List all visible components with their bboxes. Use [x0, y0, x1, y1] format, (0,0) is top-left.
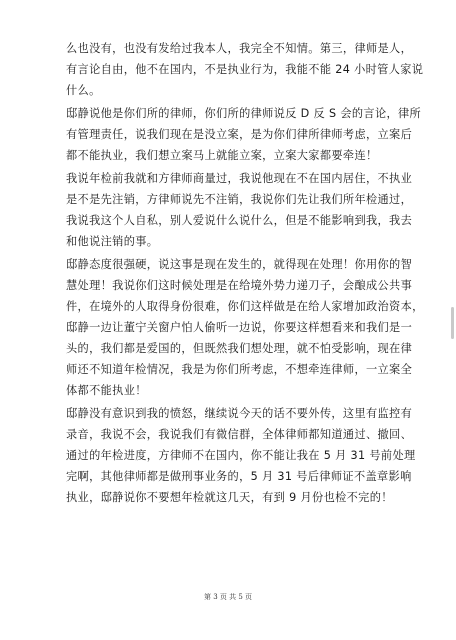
paragraph [66, 168, 413, 252]
paragraph [66, 103, 422, 166]
text-line: 完啊，其他律师都是做刑事业务的，5 月 31 号后律师证不盖章影响 [66, 470, 412, 483]
text-line: 师还不知道年检情况，我是为你们所考虑，不想牵连律师，一立案全 [66, 363, 413, 376]
vertical-scrollbar[interactable] [451, 307, 454, 339]
text-line: 有言论自由，他不在国内，不是执业行为，我能不能 24 小时管人家说 [66, 63, 424, 76]
text-line: 什么。 [66, 84, 101, 97]
page-number-footer: 第 3 页 共 5 页 [203, 593, 253, 601]
text-line: 有管理责任，说我们现在是没立案，是为你们律所律师考虑，立案后 [66, 128, 413, 141]
text-line: 和他说注销的事。 [66, 235, 159, 248]
text-line: 么也没有，也没有发给过我本人，我完全不知情。第三，律师是人， [66, 42, 413, 55]
text-line: 邸静没有意识到我的愤怒，继续说今天的话不要外传，这里有监控有 [66, 407, 413, 420]
text-line: 件，在境外的人取得身份很难，你们这样做是在给人家增加政治资本， [66, 300, 424, 313]
text-line: 我说年检前我就和方律师商量过，我说他现在不在国内居住，不执业 [66, 172, 413, 185]
paragraph [66, 254, 424, 401]
text-line: 通过的年检进度，方律师不在国内，你不能让我在 5 月 31 号前处理 [66, 449, 416, 462]
text-line: 录音，我说不会，我说我们有微信群，全体律师都知道通过、撤回、 [66, 428, 413, 441]
text-line: 慧处理！我说你们这时候处理是在给境外势力递刀子，会酿成公共事 [66, 279, 413, 292]
paragraph [66, 38, 424, 101]
text-line: 执业，邸静说你不要想年检就这几天，有到 9 月份也检不完的！ [66, 491, 393, 504]
text-line: 邸静说他是你们所的律师，你们所的律师说反 D 反 S 会的言论，律所 [66, 107, 422, 120]
text-line: 我说我这个人自私，别人爱说什么说什么，但是不能影响到我，我去 [66, 214, 413, 227]
text-line: 体都不能执业！ [66, 384, 147, 397]
text-line: 都不能执业，我们想立案马上就能立案，立案大家都要牵连！ [66, 149, 378, 162]
text-line: 头的，我们都是爱国的，但既然我们想处理，就不怕受影响，现在律 [66, 342, 413, 355]
paragraph [66, 403, 416, 508]
text-line: 邸静态度很强硬，说这事是现在发生的，就得现在处理！你用你的智 [66, 258, 413, 271]
document-body [66, 38, 424, 510]
text-line: 是不是先注销，方律师说先不注销，我说你们先让我们所年检通过， [66, 193, 413, 206]
text-line: 邸静一边让董宁关窗户怕人偷听一边说，你要这样想看来和我们是一 [66, 321, 413, 334]
